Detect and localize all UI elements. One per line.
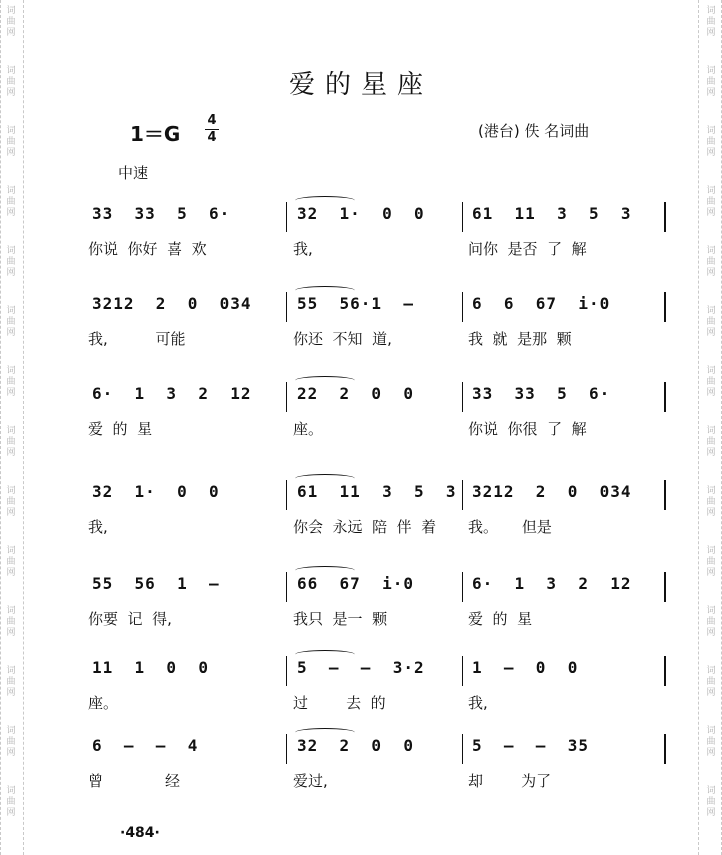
watermark-stamp: 词 曲 网: [6, 546, 16, 578]
measure-lyrics: 爱 的 星: [88, 420, 153, 438]
bar-line: [462, 480, 463, 510]
measure-lyrics: 爱过,: [293, 772, 328, 790]
measure-notes: 55 56 1 —: [92, 574, 220, 593]
watermark-stamp: 词 曲 网: [6, 786, 16, 818]
watermark-stamp: 词 曲 网: [706, 126, 716, 158]
watermark-stamp: 词 曲 网: [706, 246, 716, 278]
measure-notes: 5 — — 35: [472, 736, 589, 755]
bar-line: [286, 572, 287, 602]
bar-line: [286, 202, 287, 232]
measure-notes: 55 56·1 —: [297, 294, 414, 313]
measure-lyrics: 我。 但是: [468, 518, 552, 536]
watermark-stamp: 词 曲 网: [6, 186, 16, 218]
watermark-stamp: 词 曲 网: [706, 306, 716, 338]
score-system: [86, 728, 664, 812]
watermark-stamp: 词 曲 网: [706, 186, 716, 218]
measure-lyrics: 你要 记 得,: [88, 610, 172, 628]
bar-line: [286, 480, 287, 510]
tempo-marking: 中速: [118, 164, 149, 182]
key-signature: 1＝G: [130, 122, 181, 146]
measure-lyrics: 你会 永远 陪 伴 着: [293, 518, 437, 536]
watermark-stamp: 词 曲 网: [6, 66, 16, 98]
measure-lyrics: 我 就 是那 颗: [468, 330, 572, 348]
watermark-stamp: 词 曲 网: [706, 66, 716, 98]
bar-line: [462, 292, 463, 322]
watermark-stamp: 词 曲 网: [6, 426, 16, 458]
bar-line: [286, 292, 287, 322]
time-signature: [205, 114, 219, 145]
watermark-stamp: 词 曲 网: [706, 6, 716, 38]
watermark-stamp: 词 曲 网: [6, 306, 16, 338]
measure-lyrics: 我, 可能: [88, 330, 186, 348]
watermark-stamp: 词 曲 网: [6, 126, 16, 158]
bar-line: [462, 734, 463, 764]
measure-lyrics: 我只 是一 颗: [293, 610, 388, 628]
watermark-stamp: 词 曲 网: [706, 666, 716, 698]
slur-mark: [295, 566, 355, 575]
bar-line: [664, 292, 666, 322]
measure-lyrics: 我,: [88, 518, 108, 536]
time-signature-bottom: 4: [207, 130, 217, 145]
measure-notes: 1 — 0 0: [472, 658, 579, 677]
watermark-stamp: 词 曲 网: [706, 786, 716, 818]
measure-notes: 32 1· 0 0: [92, 482, 220, 501]
measure-lyrics: 我,: [468, 694, 488, 712]
watermark-stamp: 词 曲 网: [6, 486, 16, 518]
bar-line: [664, 656, 666, 686]
watermark-stamp: 词 曲 网: [6, 246, 16, 278]
measure-lyrics: 爱 的 星: [468, 610, 533, 628]
bar-line: [664, 734, 666, 764]
measure-notes: 6 — — 4: [92, 736, 199, 755]
watermark-stamp: 词 曲 网: [6, 666, 16, 698]
bar-line: [462, 656, 463, 686]
measure-notes: 5 — — 3·2: [297, 658, 425, 677]
score-system: [86, 376, 664, 460]
measure-notes: 6 6 67 i·0: [472, 294, 611, 313]
bar-line: [664, 202, 666, 232]
bar-line: [664, 572, 666, 602]
measure-notes: 32 2 0 0: [297, 736, 414, 755]
measure-notes: 3212 2 0 034: [472, 482, 632, 501]
measure-lyrics: 曾 经: [88, 772, 180, 790]
watermark-stamp: 词 曲 网: [706, 366, 716, 398]
measure-notes: 6· 1 3 2 12: [472, 574, 632, 593]
watermark-stamp: 词 曲 网: [706, 546, 716, 578]
score-system: [86, 650, 664, 734]
watermark-stamp: 词 曲 网: [706, 426, 716, 458]
watermark-stamp: 词 曲 网: [6, 726, 16, 758]
watermark-stamp: 词 曲 网: [706, 486, 716, 518]
measure-lyrics: 问你 是否 了 解: [468, 240, 587, 258]
bar-line: [286, 734, 287, 764]
score-system: [86, 196, 664, 280]
slur-mark: [295, 728, 355, 737]
measure-lyrics: 你说 你很 了 解: [468, 420, 587, 438]
bar-line: [664, 480, 666, 510]
measure-notes: 32 1· 0 0: [297, 204, 425, 223]
bar-line: [664, 382, 666, 412]
song-title: 爱的星座: [288, 70, 433, 100]
measure-notes: 61 11 3 5 3: [472, 204, 632, 223]
measure-lyrics: 座。: [88, 694, 119, 712]
bar-line: [462, 572, 463, 602]
measure-lyrics: 却 为了: [468, 772, 552, 790]
bar-line: [286, 656, 287, 686]
measure-notes: 33 33 5 6·: [92, 204, 231, 223]
slur-mark: [295, 196, 355, 205]
watermark-stamp: 词 曲 网: [6, 366, 16, 398]
page-number: ·484·: [120, 825, 160, 841]
measure-lyrics: 座。: [293, 420, 324, 438]
measure-lyrics: 我,: [293, 240, 313, 258]
measure-notes: 6· 1 3 2 12: [92, 384, 252, 403]
measure-lyrics: 你还 不知 道,: [293, 330, 392, 348]
watermark-stamp: 词 曲 网: [6, 6, 16, 38]
slur-mark: [295, 650, 355, 659]
slur-mark: [295, 474, 355, 483]
measure-lyrics: 你说 你好 喜 欢: [88, 240, 207, 258]
bar-line: [462, 382, 463, 412]
measure-notes: 61 11 3 5 3: [297, 482, 457, 501]
watermark-stamp: 词 曲 网: [6, 606, 16, 638]
time-signature-top: 4: [207, 113, 217, 128]
measure-notes: 22 2 0 0: [297, 384, 414, 403]
score-system: [86, 286, 664, 370]
score-system: [86, 566, 664, 650]
measure-notes: 33 33 5 6·: [472, 384, 611, 403]
slur-mark: [295, 286, 355, 295]
watermark-stamp: 词 曲 网: [706, 606, 716, 638]
measure-notes: 3212 2 0 034: [92, 294, 252, 313]
credit-line: (港台) 佚 名词曲: [478, 122, 590, 140]
watermark-stamp: 词 曲 网: [706, 726, 716, 758]
slur-mark: [295, 376, 355, 385]
score-system: [86, 474, 664, 558]
bar-line: [462, 202, 463, 232]
bar-line: [286, 382, 287, 412]
measure-lyrics: 过 去 的: [293, 694, 386, 712]
measure-notes: 11 1 0 0: [92, 658, 209, 677]
measure-notes: 66 67 i·0: [297, 574, 414, 593]
